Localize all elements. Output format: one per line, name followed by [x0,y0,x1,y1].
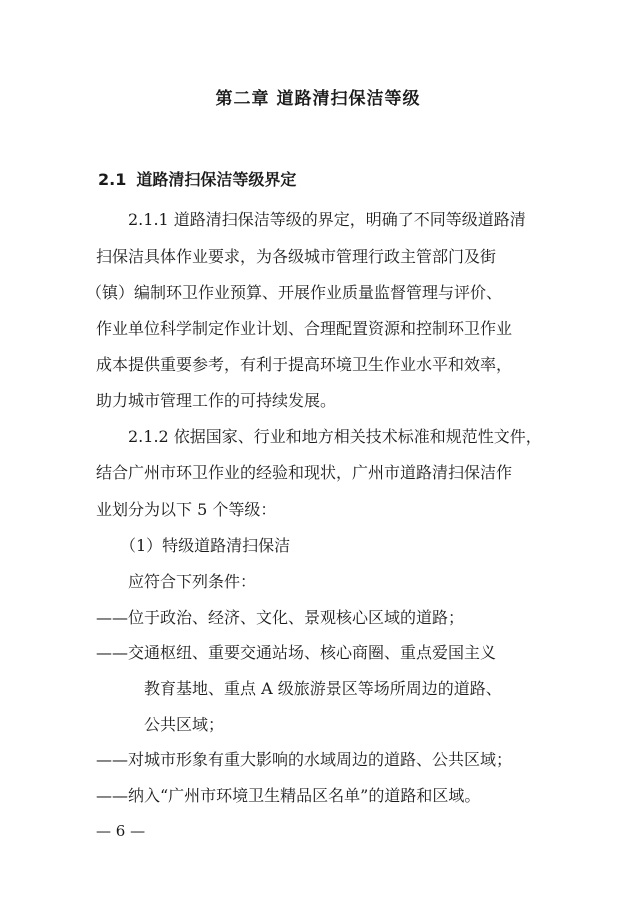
section-number: 2.1 [98,170,127,189]
condition-item: ——对城市形象有重大影响的水域周边的道路、公共区域； [96,750,513,769]
condition-item: ——位于政治、经济、文化、景观核心区域的道路； [96,608,465,627]
condition-item: ——纳入“广州市环境卫生精品区名单”的道路和区域。 [96,786,481,805]
condition-item: ——交通枢纽、重要交通站场、核心商圈、重点爱国主义 [96,643,497,662]
paragraph-line: 作业单位科学制定作业计划、合理配置资源和控制环卫作业 [96,319,513,338]
paragraph-line: 助力城市管理工作的可持续发展。 [96,391,337,410]
paragraph-line: 2.1.2 依据国家、行业和地方相关技术标准和规范性文件， [128,427,542,446]
page-number: — 6 — [96,822,146,840]
paragraph-line: （镇）编制环卫作业预算、开展作业质量监督管理与评价、 [86,283,503,302]
condition-item-continuation: 公共区域； [144,715,225,734]
paragraph-line: 2.1.1 道路清扫保洁等级的界定，明确了不同等级道路清 [128,210,526,229]
paragraph-line: 扫保洁具体作业要求，为各级城市管理行政主管部门及街 [96,247,497,266]
condition-item-continuation: 教育基地、重点 A 级旅游景区等场所周边的道路、 [144,679,502,698]
paragraph-line: 结合广州市环卫作业的经验和现状，广州市道路清扫保洁作 [96,463,513,482]
conditions-intro: 应符合下列条件： [128,572,257,591]
level-heading: （1）特级道路清扫保洁 [120,536,291,555]
paragraph-line: 成本提供重要参考，有利于提高环境卫生作业水平和效率， [96,355,513,374]
paragraph-line: 业划分为以下 5 个等级： [96,500,277,519]
section-title: 道路清扫保洁等级界定 [136,170,297,189]
section-heading [98,167,296,190]
chapter-title: 第二章 道路清扫保洁等级 [215,89,421,109]
